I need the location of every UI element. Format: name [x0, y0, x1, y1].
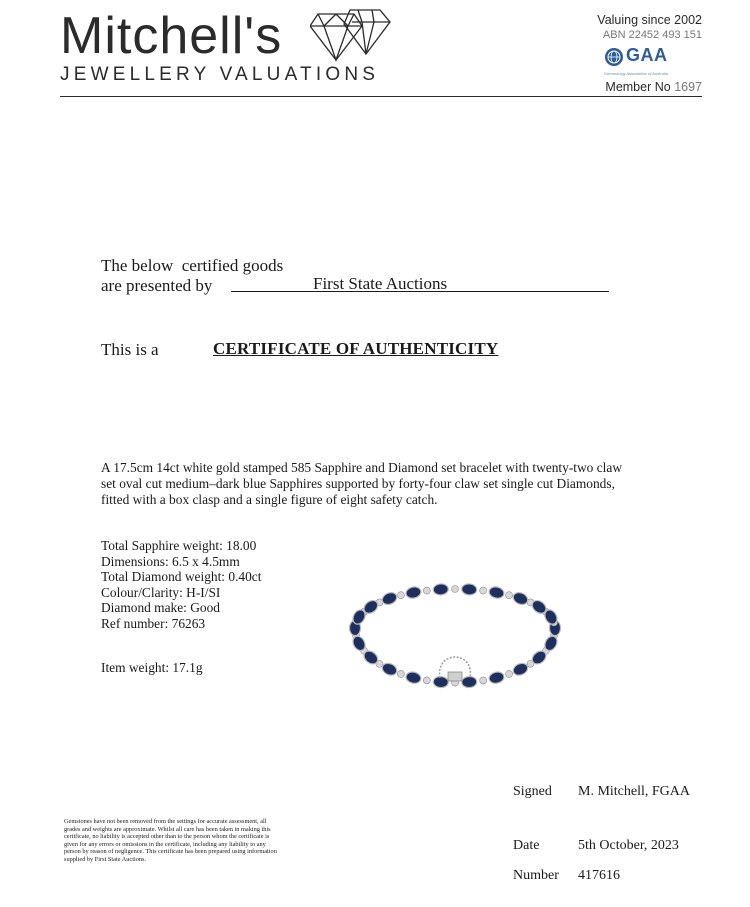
- gaa-globe-icon: [604, 47, 624, 67]
- gaa-subtitle: Gemmology Association of Australia: [604, 71, 668, 76]
- box-clasp: [448, 672, 462, 681]
- sapphire-stone: [461, 583, 477, 595]
- diamond-spacer: [480, 677, 487, 684]
- sapphire-stone: [405, 671, 422, 685]
- presenter-name: First State Auctions: [313, 274, 448, 293]
- date-label: Date: [513, 838, 540, 853]
- member-number-value: 1697: [674, 80, 702, 94]
- gaa-logo: GAA: [626, 45, 668, 65]
- brand-tagline: JEWELLERY VALUATIONS: [60, 64, 380, 85]
- intro-line-2: are presented by: [101, 276, 213, 295]
- sapphire-stone: [433, 583, 449, 595]
- sapphire-stone: [461, 676, 477, 688]
- number-label: Number: [513, 868, 559, 883]
- diamond-spacer: [452, 586, 459, 593]
- item-description: A 17.5cm 14ct white gold stamped 585 Sapphire and Diamond set bracelet with twenty-two claw set oval cut medium–dark blue Sapphires supported by forty-four claw set single cut Diamonds, fitted with a box clasp and a single figure of eight safety catch.: [101, 460, 622, 507]
- sapphire-stone: [433, 676, 449, 688]
- sapphire-stone: [380, 590, 398, 606]
- spec-dimensions: Dimensions: 6.5 x 4.5mm: [101, 553, 240, 569]
- date-value: 5th October, 2023: [578, 838, 679, 853]
- valuing-since: Valuing since 2002: [597, 13, 702, 27]
- spec-colour-clarity: Colour/Clarity: H-I/SI: [101, 584, 221, 600]
- sapphire-stone: [488, 585, 505, 599]
- spec-ref-number: Ref number: 76263: [101, 615, 206, 631]
- intro-line-1: The below certified goods: [101, 256, 284, 275]
- diamond-spacer: [506, 592, 513, 599]
- abn-number: ABN 22452 493 151: [602, 29, 702, 41]
- spec-diamond-make: Diamond make: Good: [101, 600, 221, 616]
- member-number: [605, 80, 702, 94]
- diamond-spacer: [397, 670, 404, 677]
- diamond-outline-icon: [310, 8, 392, 64]
- diamond-spacer: [480, 587, 487, 594]
- disclaimer-text: Gemstones have not been removed from the settings for accurate assessment, all grades and weights are approximate. Whilst all care has been taken in making this certificate, no liability is accepted other than to the person whom the certificate is given for any errors or omissions in the certificate, including any liability to any person by reason of negligence. This certificate has been prepared using information supplied by First State Auctions.: [64, 818, 277, 863]
- certificate-title: CERTIFICATE OF AUTHENTICITY: [213, 339, 499, 358]
- spec-sapphire-weight: Total Sapphire weight: 18.00: [101, 538, 257, 553]
- number-value: 417616: [578, 868, 620, 883]
- brand-name: Mitchell's: [60, 7, 283, 65]
- diamond-spacer: [423, 587, 430, 594]
- header-divider: [60, 96, 702, 97]
- diamond-spacer: [397, 592, 404, 599]
- signed-label: Signed: [513, 784, 552, 799]
- sapphire-stone: [488, 671, 505, 685]
- item-weight: Item weight: 17.1g: [101, 660, 203, 675]
- sapphire-stone: [405, 585, 422, 599]
- spec-list: [101, 538, 261, 632]
- member-label: Member No: [605, 80, 671, 94]
- signed-value: M. Mitchell, FGAA: [578, 784, 690, 799]
- certificate-prefix: This is a: [101, 340, 159, 359]
- diamond-spacer: [506, 670, 513, 677]
- sapphire-bracelet-photo: [340, 550, 570, 700]
- sapphire-stone: [511, 590, 529, 606]
- diamond-spacer: [423, 677, 430, 684]
- spec-diamond-weight: Total Diamond weight: 0.40ct: [101, 569, 262, 585]
